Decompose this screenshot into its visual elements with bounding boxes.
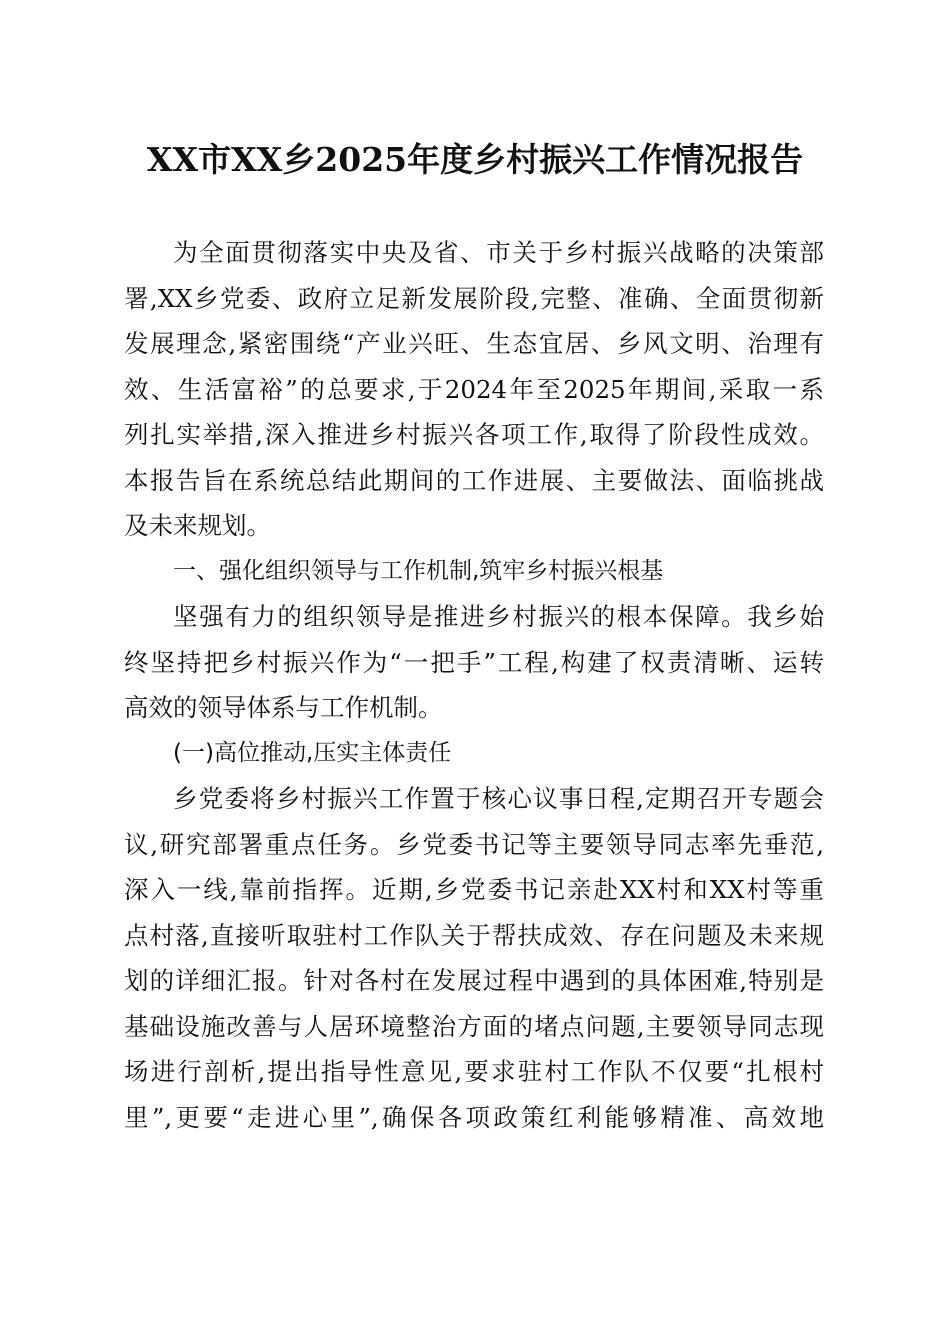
- subsection-line: 议,研究部署重点任务。乡党委书记等主要领导同志率先垂范,: [124, 829, 824, 859]
- section-line: 终坚持把乡村振兴作为“一把手”工程,构建了权责清晰、运转: [124, 647, 824, 677]
- document-body: [124, 230, 824, 1140]
- subsection-line: 深入一线,靠前指挥。近期,乡党委书记亲赴XX村和XX村等重: [124, 875, 824, 904]
- subsection-line: 乡党委将乡村振兴工作置于核心议事日程,定期召开专题会: [173, 784, 824, 813]
- intro-line: 为全面贯彻落实中央及省、市关于乡村振兴战略的决策部: [173, 238, 824, 267]
- section-line: 高效的领导体系与工作机制。: [124, 693, 443, 722]
- subsection-line: 基础设施改善与人居环境整治方面的堵点问题,主要领导同志现: [124, 1011, 824, 1041]
- subsection-line: 点村落,直接听取驻村工作队关于帮扶成效、存在问题及未来规: [124, 920, 824, 950]
- subsection-line: 划的详细汇报。针对各村在发展过程中遇到的具体困难,特别是: [124, 966, 824, 995]
- section-line: 坚强有力的组织领导是推进乡村振兴的根本保障。我乡始: [173, 602, 824, 631]
- section-heading: 一、强化组织领导与工作机制,筑牢乡村振兴根基: [173, 557, 664, 584]
- subsection-heading: (一)高位推动,压实主体责任: [173, 739, 452, 766]
- document-title: XX市XX乡2025年度乡村振兴工作情况报告: [146, 140, 804, 179]
- subsection-line: 里”,更要“走进心里”,确保各项政策红利能够精准、高效地: [124, 1102, 824, 1132]
- intro-line: 本报告旨在系统总结此期间的工作进展、主要做法、面临挑战: [124, 465, 824, 495]
- subsection-line: 场进行剖析,提出指导性意见,要求驻村工作队不仅要“扎根村: [124, 1057, 824, 1086]
- intro-line: 署,XX乡党委、政府立足新发展阶段,完整、准确、全面贯彻新: [124, 283, 824, 313]
- intro-line: 及未来规划。: [124, 511, 271, 540]
- intro-line: 效、生活富裕”的总要求,于2024年至2025年期间,采取一系: [124, 374, 824, 404]
- intro-line: 发展理念,紧密围绕“产业兴旺、生态宜居、乡风文明、治理有: [124, 329, 824, 358]
- intro-line: 列扎实举措,深入推进乡村振兴各项工作,取得了阶段性成效。: [124, 420, 824, 449]
